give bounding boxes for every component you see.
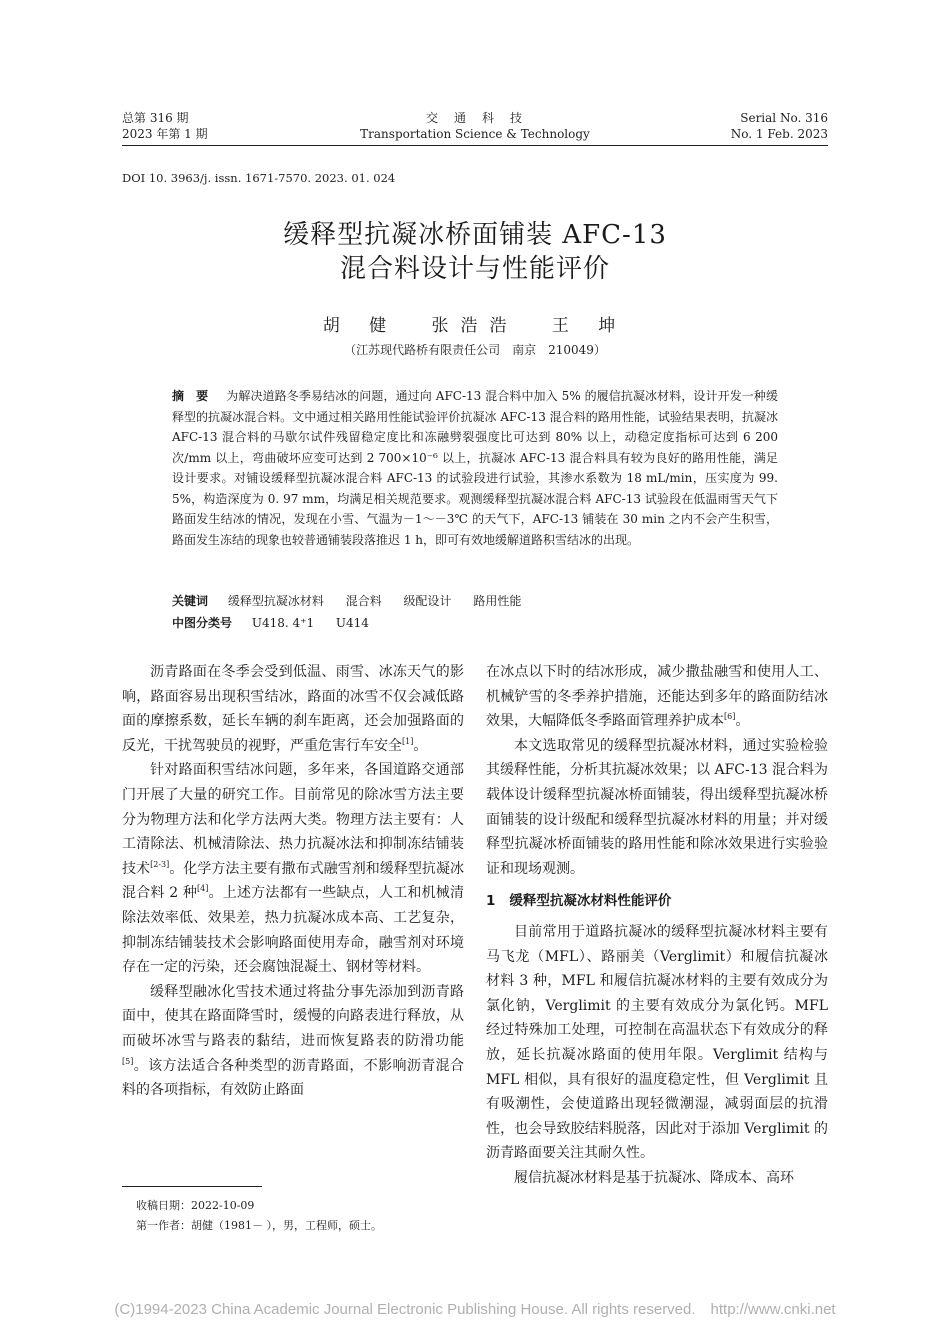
keyword: 路用性能 — [473, 594, 522, 608]
classification-number — [172, 614, 778, 631]
body-paragraph: 目前常用于道路抗凝冰的缓释型抗凝冰材料主要有马飞龙（MFL）、路丽美（Verglimit）和履信抗凝冰材料 3 种，MFL 和履信抗凝冰材料的主要有效成分为氯化钠，Verglimit 的主要有效成分为氯化钙。MFL 经过特殊加工处理，可控制在高温状态下有效成分的释放，延长抗凝冰路面的使用年限。Verglimit 结构与 MFL 相似，具有很好的温度稳定性，但 Verglimit 且有吸潮性，会使道路出现轻微潮湿，减弱面层的抗滑性，也会导致胶结料脱落，因此对于添加 Verglimit 的沥青路面要关注其耐久性。 — [486, 923, 828, 1162]
author-name: 王 坤 — [551, 316, 628, 336]
citation: [2-3] — [150, 859, 170, 869]
issue-serial-zh: 总第 316 期 — [122, 111, 189, 125]
classification-label: 中图分类号 — [172, 616, 233, 630]
body-right-column — [486, 660, 828, 1190]
abstract-text: 为解决道路冬季易结冰的问题，通过向 AFC-13 混合料中加入 5% 的履信抗凝冰材料，设计开发一种缓释型的抗凝冰混合料。文中通过相关路用性能试验评价抗凝冰 AFC-13 混合料的路用性能，试验结果表明，抗凝冰 AFC-13 混合料的马歇尔试件残留稳定度比和冻融劈裂强度比可达到 80% 以上，动稳定度指标可达到 6 200 次/mm 以上，弯曲破坏应变可达到 2 700×10⁻⁶ 以上，抗凝冰 AFC-13 混合料具有较为良好的路用性能，满足设计要求。对铺设缓释型抗凝冰混合料 AFC-13 的试验段进行试验，其渗水系数为 18 mL/min，压实度为 99. 5%，构造深度为 0. 97 mm，均满足相关规范要求。观测缓释型抗凝冰混合料 AFC-13 试验段在低温雨雪天气下路面发生结冰的情况，发现在小雪、气温为－1～－3℃ 的天气下，AFC-13 铺装在 30 min 之内不会产生积雪，路面发生冻结的现象也较普通铺装段落推迟 1 h，即可有效地缓解道路积雪结冰的出现。 — [172, 389, 778, 547]
citation: [5] — [122, 1056, 134, 1066]
abstract — [172, 386, 778, 550]
title-line-2: 混合料设计与性能评价 — [339, 254, 610, 284]
author-name: 胡 健 — [322, 316, 399, 336]
body-paragraph: 本文选取常见的缓释型抗凝冰材料，通过实验检验其缓释性能，分析其抗凝冰效果；以 AFC-13 混合料为载体设计缓释型抗凝冰桥面铺装，得出缓释型抗凝冰桥面铺装的设计级配和缓释型抗凝冰材料的用量；并对缓释型抗凝冰桥面铺装的路用性能和除冰效果进行实验验证和现场观测。 — [486, 737, 828, 877]
body-paragraph: 针对路面积雪结冰问题，多年来，各国道路交通部门开展了大量的研究工作。目前常见的除冰雪方法主要分为物理方法和化学方法两大类。物理方法主要有：人工清除法、机械清除法、热力抗凝冰法和抑制冻结铺装技术[2-3]。化学方法主要有撒布式融雪剂和缓释型抗凝冰混合料 2 种[4]。上述方法都有一些缺点，人工和机械清除法效率低、效果差，热力抗凝冰成本高、工艺复杂，抑制冻结铺装技术会影响路面使用寿命，融雪剂对环境存在一定的污染，还会腐蚀混凝土、钢材等材料。 — [122, 762, 465, 976]
section-number: 1 — [486, 893, 496, 910]
body-paragraph: 沥青路面在冬季会受到低温、雨雪、冰冻天气的影响，路面容易出现积雪结冰，路面的冰雪不仅会减低路面的摩擦系数，延长车辆的刹车距离，还会加强路面的反光，干扰驾驶员的视野，严重危害行车安全[1]。 — [122, 664, 464, 754]
classification-code: U418. 4⁺1 — [251, 616, 315, 630]
first-author-note: 第一作者：胡健（1981－ ），男，工程师，硕士。 — [136, 1219, 382, 1232]
issue-serial-en: Serial No. 316 — [740, 111, 828, 125]
citation: [6] — [724, 712, 736, 722]
keywords — [172, 592, 778, 609]
section-title: 缓释型抗凝冰材料性能评价 — [509, 893, 672, 910]
journal-name-zh: 交 通 科 技 — [425, 111, 524, 125]
citation: [1] — [402, 736, 414, 746]
body-paragraph: 履信抗凝冰材料是基于抗凝冰、降成本、高环 — [514, 1169, 794, 1186]
section-heading — [486, 889, 828, 914]
journal-issue-right — [731, 110, 828, 142]
received-date: 收稿日期：2022-10-09 — [136, 1199, 255, 1212]
issue-year-zh: 2023 年第 1 期 — [122, 127, 208, 141]
doi: DOI 10. 3963/j. issn. 1671-7570. 2023. 01. 024 — [122, 171, 396, 185]
citation: [4] — [197, 884, 209, 894]
affiliation: （江苏现代路桥有限责任公司 南京 210049） — [344, 343, 606, 357]
body-left-column — [122, 660, 464, 1103]
keyword: 缓释型抗凝冰材料 — [227, 594, 324, 608]
footnote-rule — [122, 1186, 262, 1187]
keyword: 级配设计 — [403, 594, 452, 608]
paper-title — [0, 218, 950, 286]
header-rule — [122, 145, 828, 146]
title-line-1: 缓释型抗凝冰桥面铺装 AFC-13 — [283, 220, 667, 250]
body-paragraph: 在冰点以下时的结冰形成，减少撒盐融雪和使用人工、机械铲雪的冬季养护措施，还能达到多年的路面防结冰效果，大幅降低冬季路面管理养护成本[6]。 — [486, 664, 828, 730]
copyright-footer: (C)1994-2023 China Academic Journal Electronic Publishing House. All rights reserved. http://www.cnki.net — [114, 1301, 836, 1318]
classification-code: U414 — [335, 616, 369, 630]
keywords-label: 关键词 — [172, 594, 209, 608]
abstract-label: 摘 要 — [172, 389, 209, 403]
issue-date-en: No. 1 Feb. 2023 — [730, 127, 828, 141]
body-paragraph: 缓释型融冰化雪技术通过将盐分事先添加到沥青路面中，使其在路面降雪时，缓慢的向路表进行释放，从而破坏冰雪与路表的黏结，进而恢复路表的防滑功能[5]。该方法适合各种类型的沥青路面，不影响沥青混合料的各项指标，有效防止路面 — [122, 983, 464, 1099]
journal-name-en: Transportation Science & Technology — [360, 127, 590, 141]
keyword: 混合料 — [345, 594, 382, 608]
author-name: 张浩浩 — [431, 316, 519, 336]
author-list — [0, 311, 950, 336]
